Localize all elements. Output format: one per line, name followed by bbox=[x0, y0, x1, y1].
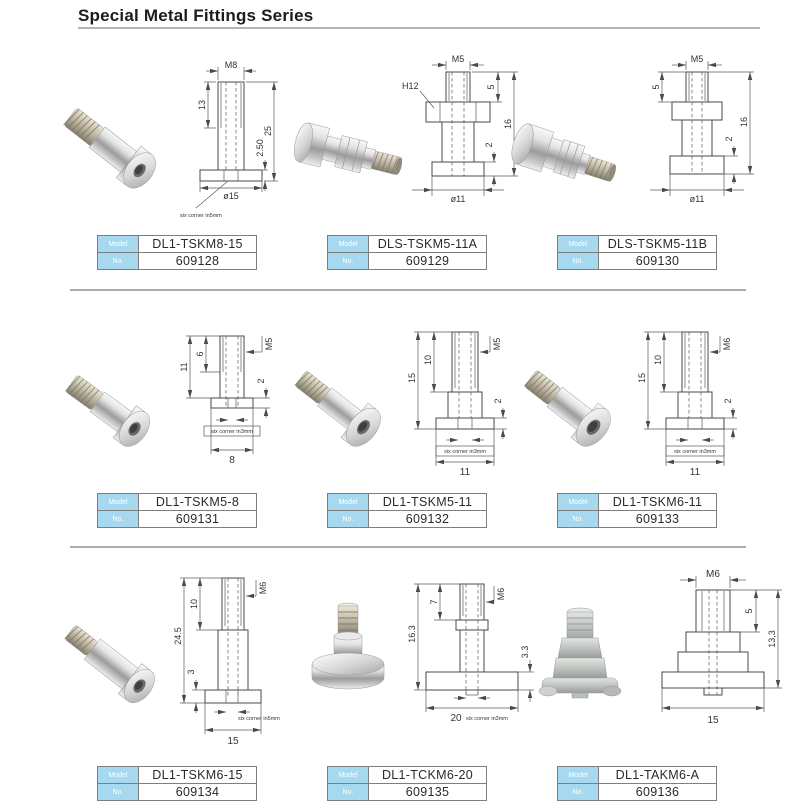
dim-thread: M6 bbox=[496, 587, 506, 601]
technical-drawing bbox=[178, 56, 290, 226]
dim-overall: 16 bbox=[739, 116, 749, 128]
product-photo bbox=[62, 342, 176, 492]
technical-drawing bbox=[636, 318, 758, 482]
dim-note: six corner in3mm bbox=[466, 716, 508, 722]
dim-head: 3 bbox=[186, 669, 196, 675]
model-value: DL1-TSKM8-15 bbox=[139, 236, 257, 253]
no-label: No. bbox=[98, 784, 139, 801]
dim-width: 15 bbox=[707, 715, 719, 726]
dim-note: six corner in5mm bbox=[180, 213, 222, 219]
dim-dia: ø11 bbox=[450, 194, 466, 204]
no-value: 609130 bbox=[599, 253, 717, 270]
page-title: Special Metal Fittings Series bbox=[78, 6, 314, 25]
dim-thread-len: 6 bbox=[195, 351, 205, 357]
product-table bbox=[327, 493, 487, 528]
model-label: Model bbox=[328, 494, 369, 511]
dim-overall: 24.5 bbox=[173, 627, 183, 645]
product-photo bbox=[292, 88, 410, 228]
product-table bbox=[557, 235, 717, 270]
no-value: 609128 bbox=[139, 253, 257, 270]
model-label: Model bbox=[328, 767, 369, 784]
no-label: No. bbox=[558, 253, 599, 270]
dim-note: six corner in3mm bbox=[674, 449, 716, 455]
model-label: Model bbox=[328, 236, 369, 253]
dim-thread: M5 bbox=[690, 54, 704, 64]
dim-flange: 2 bbox=[484, 142, 494, 148]
no-value: 609135 bbox=[369, 784, 487, 801]
technical-drawing bbox=[178, 316, 290, 488]
model-value: DL1-TCKM6-20 bbox=[369, 767, 487, 784]
technical-drawing bbox=[638, 570, 790, 736]
no-label: No. bbox=[328, 511, 369, 528]
no-value: 609129 bbox=[369, 253, 487, 270]
dim-overall: 15 bbox=[407, 372, 417, 384]
product-table bbox=[97, 766, 257, 801]
product-card bbox=[62, 560, 292, 790]
no-value: 609134 bbox=[139, 784, 257, 801]
no-label: No. bbox=[558, 784, 599, 801]
dim-overall: 25 bbox=[263, 125, 273, 137]
dim-flange: 2 bbox=[724, 136, 734, 142]
dim-thread: M5 bbox=[451, 54, 465, 64]
row-separator bbox=[70, 546, 746, 548]
dim-stud: 5 bbox=[744, 608, 754, 614]
no-label: No. bbox=[98, 511, 139, 528]
model-value: DL1-TSKM5-8 bbox=[139, 494, 257, 511]
technical-drawing bbox=[406, 318, 528, 482]
dim-width: 11 bbox=[459, 467, 471, 478]
model-value: DL1-TSKM5-11 bbox=[369, 494, 487, 511]
dim-thread: M6 bbox=[706, 569, 720, 580]
dim-note: six corner in5mm bbox=[238, 716, 280, 722]
dim-dia: ø11 bbox=[689, 194, 705, 204]
technical-drawing bbox=[174, 564, 298, 750]
dim-head: 2 bbox=[256, 378, 266, 384]
product-photo bbox=[518, 590, 648, 750]
product-table bbox=[327, 235, 487, 270]
product-photo bbox=[64, 596, 180, 748]
dim-overall: 16 bbox=[503, 118, 513, 130]
model-label: Model bbox=[98, 236, 139, 253]
no-value: 609132 bbox=[369, 511, 487, 528]
dim-dia: ø15 bbox=[223, 191, 239, 201]
dim-head: 2 bbox=[723, 398, 733, 404]
dim-overall: 16.3 bbox=[407, 625, 417, 643]
dim-thread: M5 bbox=[492, 337, 502, 351]
no-value: 609133 bbox=[599, 511, 717, 528]
product-photo bbox=[520, 340, 634, 490]
no-label: No. bbox=[328, 784, 369, 801]
dim-hex: H12 bbox=[402, 81, 419, 91]
dim-width: 20 bbox=[450, 713, 462, 724]
dim-thread: M8 bbox=[224, 60, 238, 70]
dim-thread-len: 13 bbox=[197, 99, 207, 111]
model-value: DL1-TSKM6-15 bbox=[139, 767, 257, 784]
product-table bbox=[97, 493, 257, 528]
technical-drawing bbox=[632, 56, 758, 226]
dim-thread: M6 bbox=[258, 581, 268, 595]
model-value: DLS-TSKM5-11B bbox=[599, 236, 717, 253]
product-photo bbox=[290, 594, 410, 756]
dim-head: 2 bbox=[493, 398, 503, 404]
product-photo bbox=[290, 340, 404, 490]
dim-overall: 13,3 bbox=[767, 630, 777, 648]
model-label: Model bbox=[98, 767, 139, 784]
dim-note: six corner in3mm bbox=[444, 449, 486, 455]
dim-width: 8 bbox=[229, 455, 235, 466]
dim-thread-len: 10 bbox=[189, 598, 199, 610]
dim-head: 2.50 bbox=[255, 139, 265, 157]
dim-stud: 5 bbox=[486, 84, 496, 90]
dim-overall: 15 bbox=[637, 372, 647, 384]
product-table bbox=[557, 766, 717, 801]
dim-base: 3.3 bbox=[520, 645, 530, 659]
model-value: DLS-TSKM5-11A bbox=[369, 236, 487, 253]
model-value: DL1-TAKM6-A bbox=[599, 767, 717, 784]
model-label: Model bbox=[558, 236, 599, 253]
technical-drawing bbox=[396, 56, 522, 226]
dim-width: 11 bbox=[689, 467, 701, 478]
model-value: DL1-TSKM6-11 bbox=[599, 494, 717, 511]
dim-thread-len: 10 bbox=[423, 354, 433, 366]
no-label: No. bbox=[328, 253, 369, 270]
dim-note: six corner in3mm bbox=[211, 429, 253, 435]
dim-shaft: 11 bbox=[179, 362, 189, 372]
product-photo bbox=[64, 78, 178, 230]
product-card bbox=[292, 560, 530, 790]
dim-thread-len: 7 bbox=[429, 599, 439, 605]
product-photo bbox=[516, 96, 634, 236]
no-label: No. bbox=[98, 253, 139, 270]
title-underline bbox=[78, 27, 760, 29]
product-table bbox=[327, 766, 487, 801]
no-label: No. bbox=[558, 511, 599, 528]
dim-thread: M6 bbox=[722, 337, 732, 351]
product-table bbox=[97, 235, 257, 270]
model-label: Model bbox=[98, 494, 139, 511]
no-value: 609136 bbox=[599, 784, 717, 801]
dim-thread: M5 bbox=[264, 337, 274, 351]
model-label: Model bbox=[558, 494, 599, 511]
row-separator bbox=[70, 289, 746, 291]
product-table bbox=[557, 493, 717, 528]
model-label: Model bbox=[558, 767, 599, 784]
dim-width: 15 bbox=[227, 736, 239, 747]
no-value: 609131 bbox=[139, 511, 257, 528]
dim-thread-len: 10 bbox=[653, 354, 663, 366]
dim-stud: 5 bbox=[651, 84, 661, 90]
product-card bbox=[522, 560, 777, 790]
